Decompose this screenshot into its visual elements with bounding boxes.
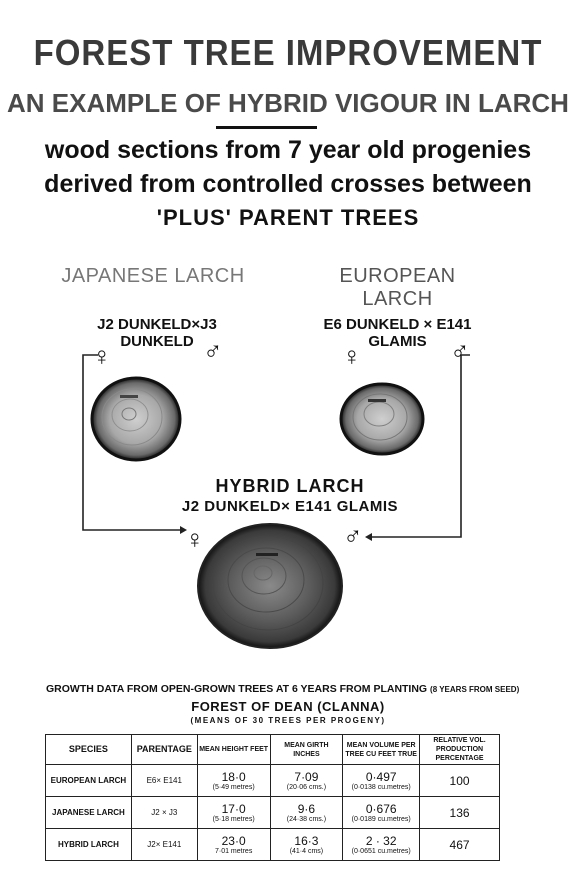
location-title: FOREST OF DEAN (CLANNA) — [191, 699, 385, 714]
girth-value: 9·6 — [297, 802, 316, 816]
volume-cell — [343, 829, 420, 861]
girth-cell — [270, 765, 343, 797]
height-cell — [197, 797, 270, 829]
species-cell: HYBRID LARCH — [46, 829, 132, 861]
height-value: 18·0 — [221, 770, 246, 784]
european-larch-wood-section — [341, 384, 423, 454]
growth-data-table — [45, 734, 500, 861]
right-connector-arrow — [365, 533, 372, 541]
girth-value: 16·3 — [294, 834, 319, 848]
girth-cell — [270, 829, 343, 861]
volume-metric: (0·0189 cu.metres) — [351, 816, 411, 823]
table-row — [46, 797, 500, 829]
height-metric: 7·01 metres — [214, 848, 253, 855]
parentage-cell: J2× E141 — [131, 829, 197, 861]
hybrid-cross-label: J2 DUNKELD× E141 GLAMIS — [181, 498, 399, 515]
height-header: MEAN HEIGHT FEET — [197, 735, 270, 765]
volume-value: 0·676 — [365, 802, 397, 816]
table-row — [46, 765, 500, 797]
hybrid-larch-wood-section — [198, 524, 342, 648]
height-cell — [197, 829, 270, 861]
female-symbol-icon: ♀ — [185, 524, 205, 554]
species-header: SPECIES — [46, 735, 132, 765]
volume-value: 2 · 32 — [365, 834, 397, 848]
parentage-header: PARENTAGE — [131, 735, 197, 765]
description-line-1: wood sections from 7 year old progenies — [44, 136, 532, 164]
parentage-cell: E6× E141 — [131, 765, 197, 797]
description-line-3: 'PLUS' PARENT TREES — [156, 205, 420, 230]
volume-metric: (0·0138 cu.metres) — [351, 784, 411, 791]
table-header-row — [46, 735, 500, 765]
european-larch-label: EUROPEAN LARCH — [339, 265, 456, 310]
girth-metric: (24·38 cms.) — [286, 816, 327, 823]
volume-metric: (0·0651 cu.metres) — [351, 848, 411, 855]
growth-data-heading-text: GROWTH DATA FROM OPEN-GROWN TREES AT 6 YEARS FROM PLANTING — [46, 683, 428, 695]
japanese-cross-label: J2 DUNKELD×J3 DUNKELD — [97, 316, 217, 350]
description-line-2: derived from controlled crosses between — [44, 170, 532, 198]
relative-volume-header: RELATIVE VOL. PRODUCTION PERCENTAGE — [420, 735, 500, 765]
volume-value: 0·497 — [365, 770, 397, 784]
european-cross-label: E6 DUNKELD × E141 GLAMIS — [323, 316, 472, 350]
girth-header: MEAN GIRTH INCHES — [270, 735, 343, 765]
table-row — [46, 829, 500, 861]
height-value: 23·0 — [221, 834, 246, 848]
relative-volume-value: 467 — [449, 837, 470, 852]
girth-cell — [270, 797, 343, 829]
girth-metric: (20·06 cms.) — [286, 784, 327, 791]
volume-cell — [343, 765, 420, 797]
page-subtitle: AN EXAMPLE OF HYBRID VIGOUR IN LARCH — [7, 88, 569, 118]
male-symbol-icon: ♂ — [203, 336, 223, 366]
japanese-larch-wood-section — [92, 378, 180, 460]
relative-volume-value: 100 — [449, 773, 470, 788]
height-metric: (5·18 metres) — [212, 816, 255, 823]
growth-data-heading — [46, 683, 536, 695]
height-cell — [197, 765, 270, 797]
species-cell: JAPANESE LARCH — [46, 797, 132, 829]
means-note: (MEANS OF 30 TREES PER PROGENY) — [190, 716, 386, 725]
height-metric: (5·49 metres) — [212, 784, 255, 791]
relative-volume-cell — [420, 765, 500, 797]
japanese-larch-label: JAPANESE LARCH — [61, 265, 245, 287]
female-symbol-icon: ♀ — [92, 341, 112, 371]
relative-volume-cell — [420, 797, 500, 829]
female-symbol-icon: ♀ — [342, 341, 362, 371]
species-cell: EUROPEAN LARCH — [46, 765, 132, 797]
volume-header: MEAN VOLUME PER TREE CU FEET TRUE — [343, 735, 420, 765]
girth-value: 7·09 — [294, 770, 319, 784]
male-symbol-icon: ♂ — [450, 336, 470, 366]
volume-cell — [343, 797, 420, 829]
relative-volume-cell — [420, 829, 500, 861]
page-title: FOREST TREE IMPROVEMENT — [33, 32, 543, 73]
relative-volume-value: 136 — [449, 805, 470, 820]
growth-data-heading-note: (8 YEARS FROM SEED) — [430, 685, 520, 694]
parentage-cell: J2 × J3 — [131, 797, 197, 829]
male-symbol-icon: ♂ — [343, 521, 363, 551]
girth-metric: (41·4 cms) — [289, 848, 324, 855]
height-value: 17·0 — [221, 802, 246, 816]
hybrid-larch-label: HYBRID LARCH — [215, 476, 365, 496]
